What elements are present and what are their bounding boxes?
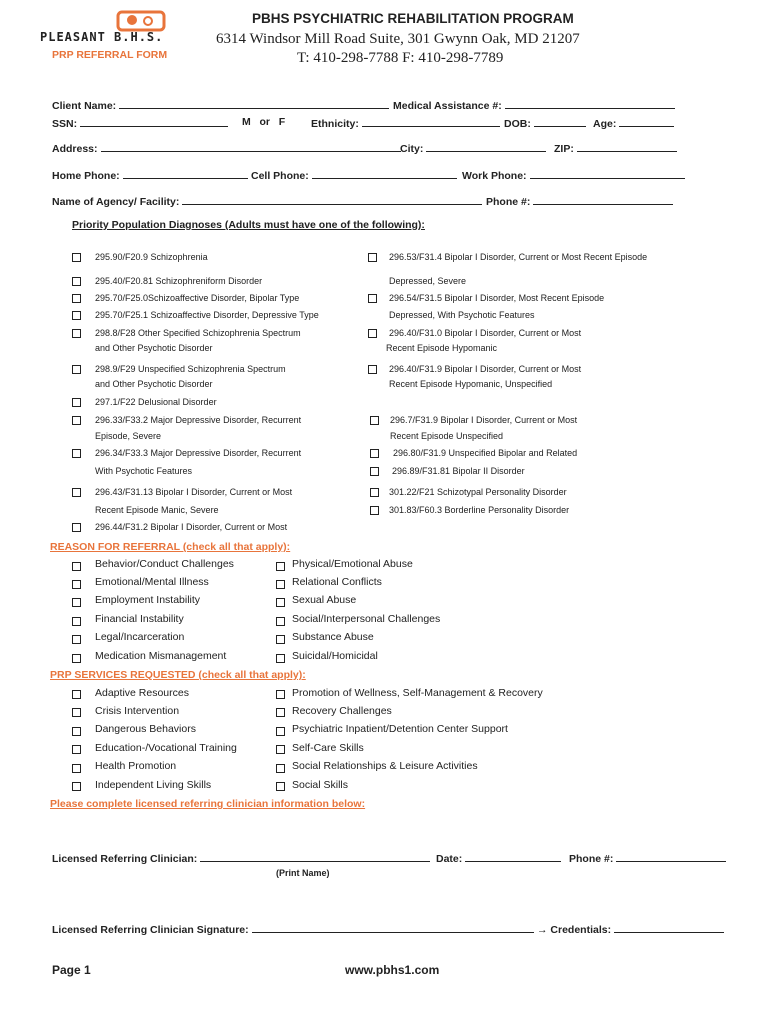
- agency-field[interactable]: Name of Agency/ Facility:: [52, 194, 482, 208]
- checkbox[interactable]: [72, 253, 81, 262]
- checkbox[interactable]: [276, 764, 285, 773]
- referral-option: Behavior/Conduct Challenges: [95, 558, 234, 570]
- checkbox[interactable]: [72, 745, 81, 754]
- referral-option: Suicidal/Homicidal: [292, 650, 378, 662]
- referral-option: Substance Abuse: [292, 631, 374, 643]
- diagnosis-item: 296.40/F31.9 Bipolar I Disorder, Current or Most: [389, 364, 582, 374]
- clinician-date-field[interactable]: Date:: [436, 851, 561, 865]
- diagnosis-item: 301.83/F60.3 Borderline Personality Disorder: [389, 505, 570, 515]
- checkbox[interactable]: [72, 617, 81, 626]
- referral-section-title: REASON FOR REFERRAL (check all that apply):: [50, 541, 291, 553]
- checkbox[interactable]: [368, 365, 377, 374]
- diagnosis-item: 297.1/F22 Delusional Disorder: [95, 397, 217, 407]
- sex-field[interactable]: M or F: [242, 116, 286, 128]
- diagnosis-item-cont: and Other Psychotic Disorder: [95, 379, 213, 389]
- city-field[interactable]: City:: [400, 141, 546, 155]
- checkbox[interactable]: [276, 635, 285, 644]
- checkbox[interactable]: [72, 398, 81, 407]
- checkbox[interactable]: [72, 449, 81, 458]
- checkbox[interactable]: [368, 329, 377, 338]
- cell-phone-field[interactable]: Cell Phone:: [251, 168, 457, 182]
- checkbox[interactable]: [276, 708, 285, 717]
- diagnosis-item-cont: and Other Psychotic Disorder: [95, 343, 213, 353]
- checkbox[interactable]: [276, 654, 285, 663]
- service-option: Promotion of Wellness, Self-Management & Recovery: [292, 687, 543, 699]
- service-option: Education-/Vocational Training: [95, 742, 237, 754]
- checkbox[interactable]: [72, 488, 81, 497]
- checkbox[interactable]: [276, 782, 285, 791]
- checkbox[interactable]: [276, 727, 285, 736]
- diagnosis-item: 296.89/F31.81 Bipolar II Disorder: [392, 466, 525, 476]
- checkbox[interactable]: [72, 654, 81, 663]
- ssn-field[interactable]: SSN:: [52, 116, 228, 130]
- diagnosis-item: 295.70/F25.1 Schizoaffective Disorder, Depressive Type: [95, 310, 319, 320]
- clinician-signature-field[interactable]: Licensed Referring Clinician Signature:: [52, 922, 534, 936]
- diagnosis-item: 296.80/F31.9 Unspecified Bipolar and Related: [393, 448, 578, 458]
- checkbox[interactable]: [276, 580, 285, 589]
- service-option: Dangerous Behaviors: [95, 723, 196, 735]
- logo-text: PLEASANT B.H.S.: [40, 30, 164, 44]
- diagnosis-item: 296.33/F33.2 Major Depressive Disorder, Recurrent: [95, 415, 302, 425]
- diagnosis-item: 298.9/F29 Unspecified Schizophrenia Spectrum: [95, 364, 286, 374]
- diagnosis-item-cont: Depressed, With Psychotic Features: [389, 310, 535, 320]
- referral-option: Emotional/Mental Illness: [95, 576, 209, 588]
- checkbox[interactable]: [72, 635, 81, 644]
- referral-option: Sexual Abuse: [292, 594, 357, 606]
- service-option: Crisis Intervention: [95, 705, 180, 717]
- checkbox[interactable]: [72, 277, 81, 286]
- diagnosis-item-cont: Recent Episode Unspecified: [390, 431, 504, 441]
- checkbox[interactable]: [276, 690, 285, 699]
- diagnosis-item: 296.40/F31.0 Bipolar I Disorder, Current or Most: [389, 328, 582, 338]
- checkbox[interactable]: [72, 365, 81, 374]
- checkbox[interactable]: [72, 416, 81, 425]
- service-option: Health Promotion: [95, 760, 177, 772]
- checkbox[interactable]: [368, 253, 377, 262]
- diagnosis-item-cont: With Psychotic Features: [95, 466, 193, 476]
- dob-field[interactable]: DOB:: [504, 116, 586, 130]
- checkbox[interactable]: [370, 467, 379, 476]
- checkbox[interactable]: [370, 449, 379, 458]
- work-phone-field[interactable]: Work Phone:: [462, 168, 685, 182]
- checkbox[interactable]: [72, 764, 81, 773]
- form-name: PRP REFERRAL FORM: [52, 49, 168, 61]
- checkbox[interactable]: [370, 488, 379, 497]
- zip-field[interactable]: ZIP:: [554, 141, 677, 155]
- checkbox[interactable]: [276, 598, 285, 607]
- clinician-name-field[interactable]: Licensed Referring Clinician:: [52, 851, 430, 865]
- diagnosis-item: 295.40/F20.81 Schizophreniform Disorder: [95, 276, 263, 286]
- diagnosis-item-cont: Recent Episode Manic, Severe: [95, 505, 219, 515]
- checkbox[interactable]: [72, 562, 81, 571]
- checkbox[interactable]: [72, 294, 81, 303]
- diagnosis-item: 296.44/F31.2 Bipolar I Disorder, Current or Most: [95, 522, 288, 532]
- clinician-phone-field[interactable]: Phone #:: [569, 851, 726, 865]
- print-name-note: (Print Name): [276, 868, 330, 878]
- address-line: 6314 Windsor Mill Road Suite, 301 Gwynn Oak, MD 21207: [216, 31, 580, 47]
- referral-option: Physical/Emotional Abuse: [292, 558, 413, 570]
- home-phone-field[interactable]: Home Phone:: [52, 168, 248, 182]
- phone-line: T: 410-298-7788 F: 410-298-7789: [297, 50, 504, 66]
- checkbox[interactable]: [370, 416, 379, 425]
- client-name-field[interactable]: Client Name:: [52, 98, 389, 112]
- service-option: Adaptive Resources: [95, 687, 189, 699]
- diagnosis-item: 296.7/F31.9 Bipolar I Disorder, Current or Most: [390, 415, 578, 425]
- diagnosis-item-cont: Recent Episode Hypomanic: [386, 343, 498, 353]
- checkbox[interactable]: [72, 708, 81, 717]
- checkbox[interactable]: [72, 329, 81, 338]
- website-link[interactable]: www.pbhs1.com: [345, 963, 440, 977]
- checkbox[interactable]: [370, 506, 379, 515]
- diagnosis-item: 295.90/F20.9 Schizophrenia: [95, 252, 208, 262]
- agency-phone-field[interactable]: Phone #:: [486, 194, 673, 208]
- diagnosis-item: 301.22/F21 Schizotypal Personality Disorder: [389, 487, 567, 497]
- address-field[interactable]: Address:: [52, 141, 401, 155]
- diagnosis-item: 296.43/F31.13 Bipolar I Disorder, Current or Most: [95, 487, 293, 497]
- service-option: Recovery Challenges: [292, 705, 392, 717]
- checkbox[interactable]: [72, 598, 81, 607]
- diagnosis-item-cont: Recent Episode Hypomanic, Unspecified: [389, 379, 553, 389]
- checkbox[interactable]: [72, 782, 81, 791]
- services-section-title: PRP SERVICES REQUESTED (check all that apply):: [50, 669, 306, 681]
- diagnosis-item: 298.8/F28 Other Specified Schizophrenia Spectrum: [95, 328, 301, 338]
- checkbox[interactable]: [72, 727, 81, 736]
- age-field[interactable]: Age:: [593, 116, 674, 130]
- credentials-field[interactable]: → Credentials:: [537, 922, 724, 936]
- diagnoses-title: Priority Population Diagnoses (Adults must have one of the following):: [72, 219, 425, 231]
- referral-option: Medication Mismanagement: [95, 650, 227, 662]
- service-option: Social Skills: [292, 779, 349, 791]
- diagnosis-item: 296.34/F33.3 Major Depressive Disorder, Recurrent: [95, 448, 302, 458]
- referral-option: Social/Interpersonal Challenges: [292, 613, 441, 625]
- clinician-instruction: Please complete licensed referring clinician information below:: [50, 798, 366, 810]
- diagnosis-item: 296.54/F31.5 Bipolar I Disorder, Most Recent Episode: [389, 293, 605, 303]
- referral-option: Relational Conflicts: [292, 576, 382, 588]
- checkbox[interactable]: [72, 523, 81, 532]
- diagnosis-item: 296.53/F31.4 Bipolar I Disorder, Current or Most Recent Episode: [389, 252, 648, 262]
- page-title: PBHS PSYCHIATRIC REHABILITATION PROGRAM: [252, 11, 574, 26]
- service-option: Psychiatric Inpatient/Detention Center Support: [292, 723, 508, 735]
- checkbox[interactable]: [72, 311, 81, 320]
- diagnosis-item-cont: Depressed, Severe: [389, 276, 467, 286]
- checkbox[interactable]: [72, 690, 81, 699]
- medical-assistance-field[interactable]: Medical Assistance #:: [393, 98, 675, 112]
- checkbox[interactable]: [276, 562, 285, 571]
- checkbox[interactable]: [276, 617, 285, 626]
- checkbox[interactable]: [368, 294, 377, 303]
- service-option: Social Relationships & Leisure Activities: [292, 760, 478, 772]
- ethnicity-field[interactable]: Ethnicity:: [311, 116, 500, 130]
- diagnosis-item-cont: Episode, Severe: [95, 431, 162, 441]
- service-option: Independent Living Skills: [95, 779, 212, 791]
- diagnosis-item: 295.70/F25.0Schizoaffective Disorder, Bipolar Type: [95, 293, 300, 303]
- service-option: Self-Care Skills: [292, 742, 364, 754]
- referral-option: Financial Instability: [95, 613, 184, 625]
- page-number: Page 1: [52, 963, 91, 977]
- checkbox[interactable]: [72, 580, 81, 589]
- referral-option: Employment Instability: [95, 594, 201, 606]
- checkbox[interactable]: [276, 745, 285, 754]
- referral-option: Legal/Incarceration: [95, 631, 185, 643]
